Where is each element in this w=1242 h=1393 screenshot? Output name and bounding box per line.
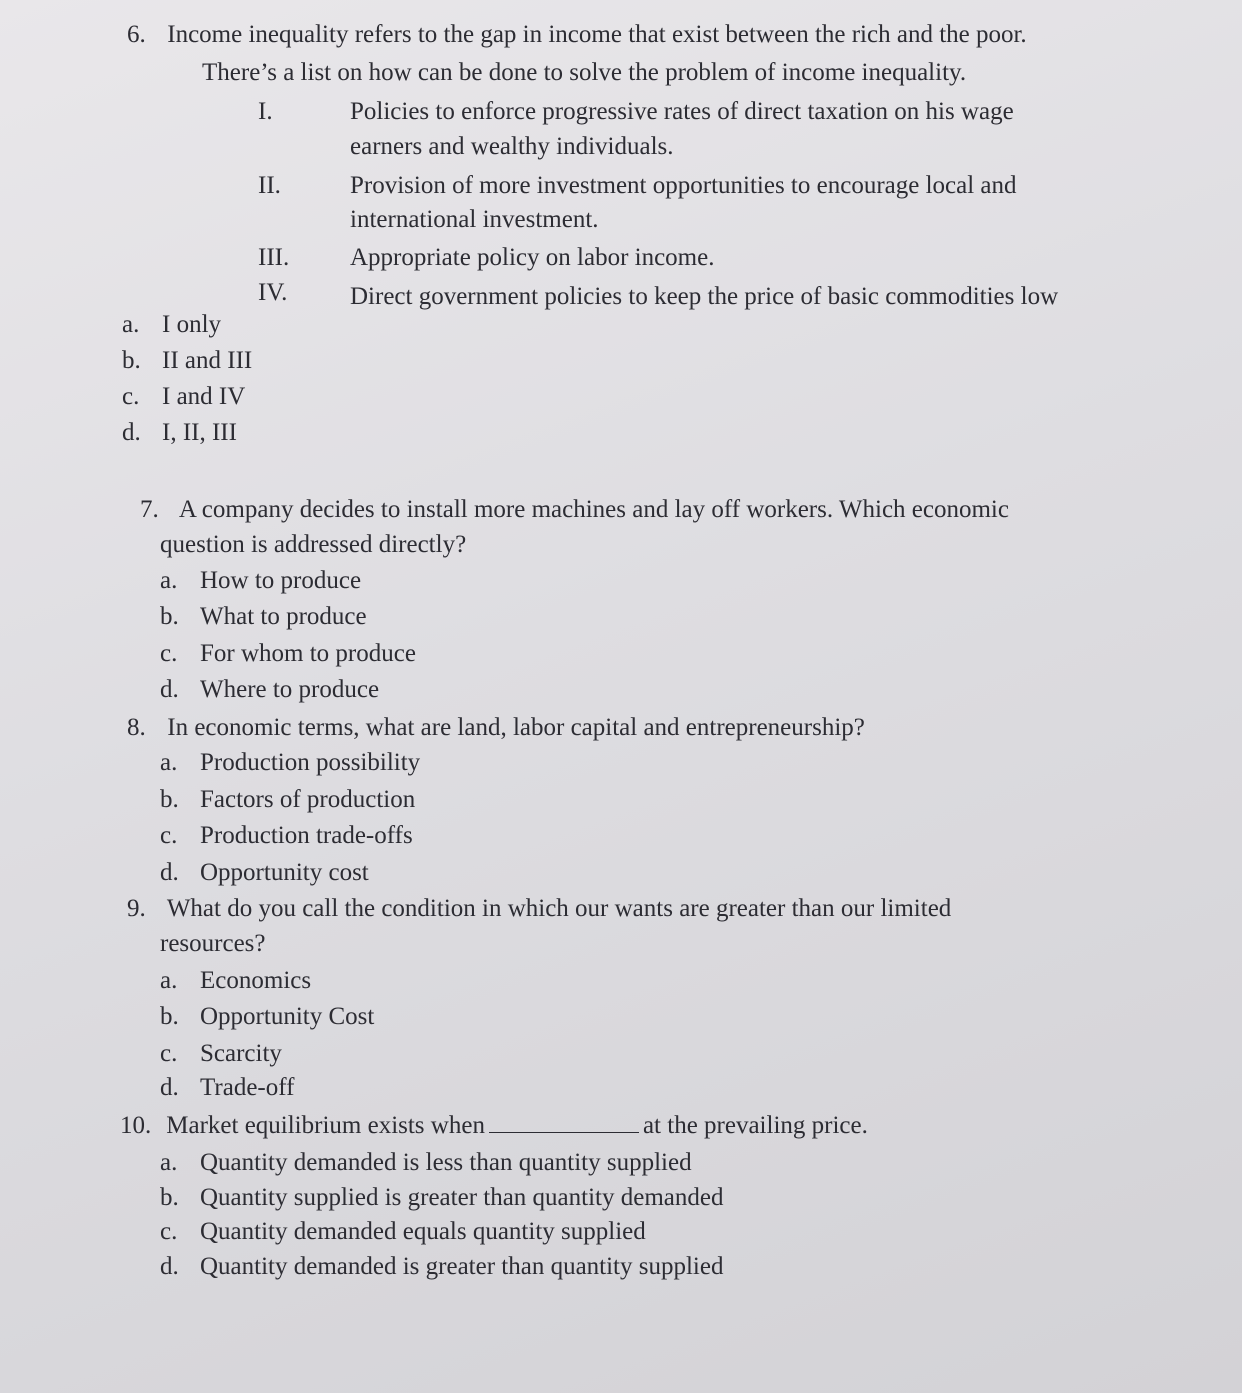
question-6-line-2: There’s a list on how can be done to solve the problem of income inequality.	[202, 59, 967, 86]
question-10-line-1	[120, 1110, 868, 1141]
option-b: b. Quantity supplied is greater than quantity demanded	[160, 1184, 724, 1211]
option-c: c. Scarcity	[160, 1040, 282, 1067]
statement-numeral: II.	[258, 172, 281, 199]
option-d: d. Where to produce	[160, 676, 380, 703]
option-c: c. I and IV	[122, 383, 246, 410]
question-text: Market equilibrium exists when	[166, 1112, 485, 1139]
question-8-line-1	[127, 713, 865, 743]
statement-text: Policies to enforce progressive rates of direct taxation on his wage	[350, 98, 1014, 125]
statement-text: earners and wealthy individuals.	[350, 133, 674, 160]
statement-numeral: IV.	[258, 279, 288, 306]
question-9-line-2: resources?	[160, 930, 266, 957]
answer-blank[interactable]	[489, 1110, 639, 1133]
statement-text: Appropriate policy on labor income.	[350, 244, 715, 271]
option-a: a. Quantity demanded is less than quantity supplied	[160, 1149, 692, 1176]
option-a: a. I only	[122, 311, 222, 338]
statement-text: international investment.	[350, 206, 599, 233]
option-b: b. Opportunity Cost	[160, 1003, 375, 1030]
question-text: at the prevailing price.	[642, 1112, 868, 1139]
question-7-line-2: question is addressed directly?	[160, 531, 467, 558]
statement-text: Provision of more investment opportunities to encourage local and	[350, 172, 1017, 199]
option-d: d. Trade-off	[160, 1074, 295, 1101]
question-text: A company decides to install more machines and lay off workers. Which economic	[178, 496, 1009, 523]
option-c: c. Production trade-offs	[160, 822, 413, 849]
option-b: b. Factors of production	[160, 786, 416, 813]
question-number: 8.	[127, 714, 146, 741]
option-b: b. II and III	[122, 347, 253, 374]
option-a: a. Economics	[160, 967, 312, 994]
question-text: Income inequality refers to the gap in income that exist between the rich and the poor.	[167, 21, 1027, 48]
option-d: d. I, II, III	[122, 419, 237, 446]
option-c: c. Quantity demanded equals quantity supplied	[160, 1218, 646, 1245]
option-d: d. Quantity demanded is greater than quantity supplied	[160, 1253, 724, 1280]
statement-numeral: III.	[258, 244, 290, 271]
question-number: 7.	[140, 496, 159, 523]
question-number: 6.	[127, 21, 146, 48]
question-text: In economic terms, what are land, labor capital and entrepreneurship?	[167, 714, 865, 741]
question-6-line-1	[127, 20, 1027, 50]
option-c: c. For whom to produce	[160, 640, 416, 667]
statement-text: Direct government policies to keep the price of basic commodities low	[350, 283, 1059, 310]
option-a: a. Production possibility	[160, 749, 421, 776]
question-7-line-1	[140, 495, 1009, 525]
option-d: d. Opportunity cost	[160, 859, 369, 886]
question-number: 9.	[127, 895, 146, 922]
question-9-line-1	[127, 894, 951, 924]
question-text: What do you call the condition in which our wants are greater than our limited	[166, 895, 952, 922]
statement-numeral: I.	[258, 98, 273, 125]
option-b: b. What to produce	[160, 603, 367, 630]
option-a: a. How to produce	[160, 567, 362, 594]
question-number: 10.	[120, 1112, 152, 1139]
